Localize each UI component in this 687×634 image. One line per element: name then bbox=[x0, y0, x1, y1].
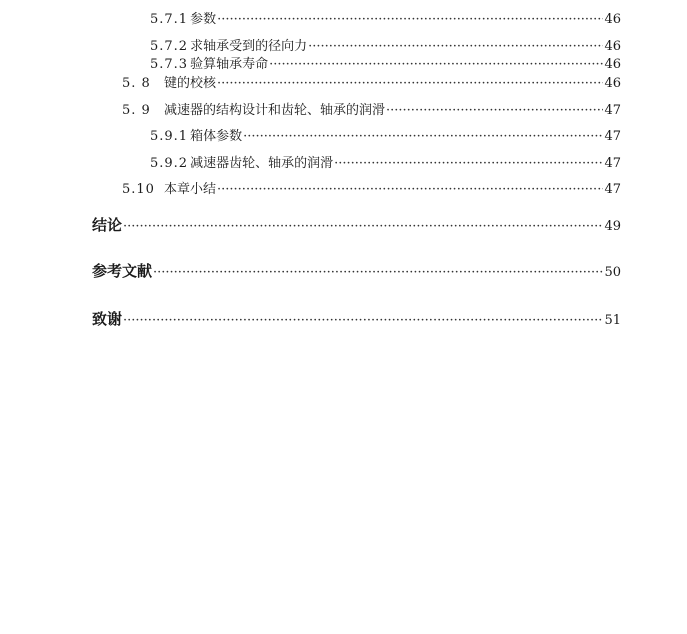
toc-entry-title-group bbox=[150, 40, 307, 53]
toc-entry-5-10[interactable] bbox=[122, 183, 621, 196]
toc-entry-page: 49 bbox=[604, 219, 621, 234]
toc-entry-title: 致谢 bbox=[92, 310, 123, 328]
toc-entry-title: 减速器齿轮、轴承的润滑 bbox=[190, 156, 334, 171]
toc-dot-leader bbox=[217, 77, 603, 90]
toc-entry-page: 47 bbox=[604, 182, 621, 197]
toc-entry-page: 47 bbox=[604, 103, 621, 118]
toc-entry-page: 51 bbox=[604, 313, 621, 328]
toc-entry-title: 键的校核 bbox=[164, 76, 217, 91]
toc-entry-references[interactable] bbox=[92, 264, 621, 279]
toc-entry-conclusion[interactable] bbox=[92, 218, 621, 233]
toc-entry-number: 5.10 bbox=[122, 182, 155, 197]
toc-entry-title: 结论 bbox=[92, 216, 123, 234]
toc-entry-title-group bbox=[122, 77, 216, 90]
toc-dot-leader bbox=[123, 314, 603, 327]
toc-dot-leader bbox=[386, 104, 603, 117]
toc-entry-page: 46 bbox=[604, 39, 621, 54]
toc-entry-page: 46 bbox=[604, 57, 621, 72]
toc-dot-leader bbox=[308, 40, 603, 53]
toc-entry-title-group bbox=[122, 104, 385, 117]
toc-entry-number: 5. 8 bbox=[122, 76, 151, 91]
toc-dot-leader bbox=[217, 13, 603, 26]
toc-entry-number: 5.7.1 bbox=[150, 12, 189, 27]
toc-dot-leader bbox=[153, 266, 603, 279]
toc-entry-title: 求轴承受到的径向力 bbox=[190, 39, 308, 54]
toc-entry-number: 5.9.2 bbox=[150, 156, 189, 171]
toc-entry-5-7-1[interactable] bbox=[150, 13, 621, 26]
toc-dot-leader bbox=[243, 130, 603, 143]
toc-entry-title-group bbox=[150, 13, 216, 26]
toc-entry-5-9-2[interactable] bbox=[150, 157, 621, 170]
toc-entry-number: 5.7.2 bbox=[150, 39, 189, 54]
toc-entry-5-7-2[interactable] bbox=[150, 40, 621, 53]
toc-entry-title: 参数 bbox=[190, 12, 217, 27]
toc-entry-title-group bbox=[92, 312, 122, 327]
toc-entry-5-9[interactable] bbox=[122, 104, 621, 117]
toc-dot-leader bbox=[269, 58, 603, 71]
toc-entry-page: 50 bbox=[604, 265, 621, 280]
toc-dot-leader bbox=[334, 157, 603, 170]
toc-entry-title-group bbox=[150, 58, 268, 71]
toc-entry-page: 46 bbox=[604, 12, 621, 27]
toc-entry-5-8[interactable] bbox=[122, 77, 621, 90]
toc-entry-page: 47 bbox=[604, 156, 621, 171]
toc-entry-title: 箱体参数 bbox=[190, 129, 243, 144]
toc-entry-title: 参考文献 bbox=[92, 262, 153, 280]
toc-entry-title-group bbox=[150, 130, 242, 143]
toc-entry-page: 46 bbox=[604, 76, 621, 91]
toc-entry-5-9-1[interactable] bbox=[150, 130, 621, 143]
toc-entry-number: 5.7.3 bbox=[150, 57, 189, 72]
toc-entry-page: 47 bbox=[604, 129, 621, 144]
toc-entry-title-group bbox=[92, 218, 122, 233]
toc-entry-acknowledgements[interactable] bbox=[92, 312, 621, 327]
toc-entry-title-group bbox=[150, 157, 333, 170]
toc-dot-leader bbox=[123, 220, 603, 233]
toc-entry-title-group bbox=[122, 183, 216, 196]
toc-entry-title: 验算轴承寿命 bbox=[190, 57, 269, 72]
toc-entry-title: 本章小结 bbox=[164, 182, 217, 197]
toc-entry-number: 5.9.1 bbox=[150, 129, 189, 144]
toc-dot-leader bbox=[217, 183, 603, 196]
toc-entry-5-7-3[interactable] bbox=[150, 58, 621, 71]
toc-entry-title: 减速器的结构设计和齿轮、轴承的润滑 bbox=[164, 103, 386, 118]
toc-entry-number: 5. 9 bbox=[122, 103, 151, 118]
toc-entry-title-group bbox=[92, 264, 152, 279]
